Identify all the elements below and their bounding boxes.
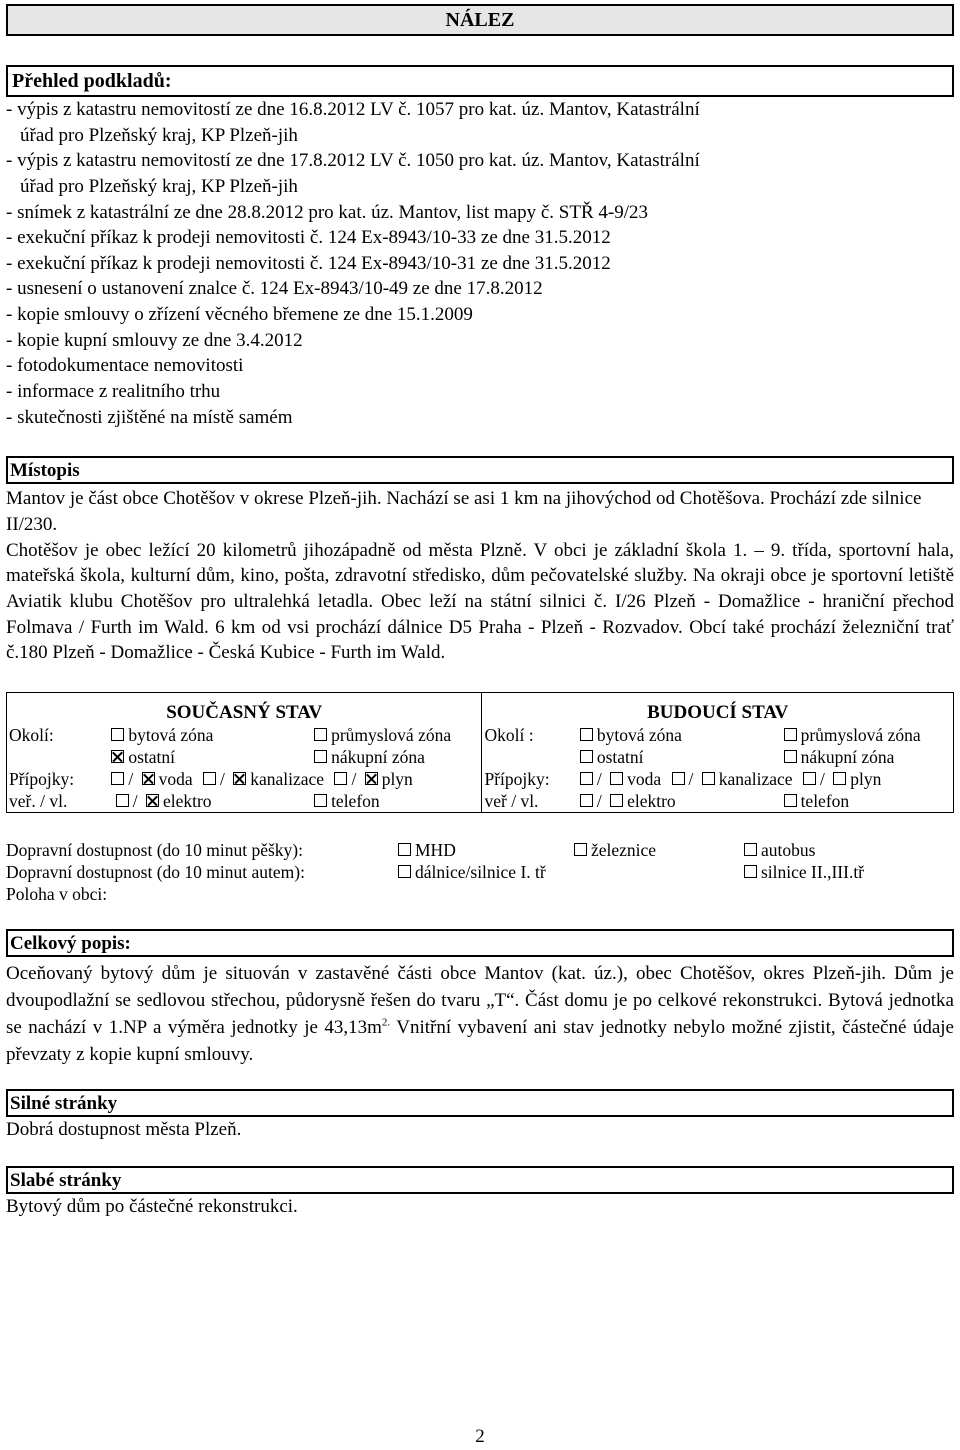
podklady-item [6,97,954,148]
podklady-item-text: - výpis z katastru nemovitostí ze dne 17.8.2012 LV č. 1050 pro kat. úz. Mantov, Katastrální [6,150,700,172]
state-table [6,692,954,813]
checkbox-icon [111,728,124,741]
option-nakupni-zona-future: nákupní zóna [800,746,895,767]
option-plyn: plyn [381,768,413,789]
option-elektro: elektro [162,790,212,811]
podklady-item-continuation: úřad pro Plzeňský kraj, KP Plzeň-jih [20,175,298,197]
option-kanalizace-future: kanalizace [718,768,793,789]
slabe-heading: Slabé stránky [6,1166,954,1194]
celkovy-heading: Celkový popis: [6,929,954,957]
podklady-item [6,225,954,251]
checked-checkbox-icon [365,772,378,785]
checkbox-icon [580,772,593,785]
podklady-item-text: - snímek z katastrální ze dne 28.8.2012 pro kat. úz. Mantov, list mapy č. STŘ 4-9/23 [6,201,649,223]
podklady-list [6,97,954,430]
checkbox-icon [702,772,715,785]
verejne-label: veř. / vl. [7,790,110,813]
mistopis-paragraph-2: Chotěšov je obec ležící 20 kilometrů jihozápadně od města Plzně. V obci je základní škola 1. – 9. třída, sportovní hala, mateřská škola, kulturní dům, kino, pošta, zdravotní středisko, dům pečovatelské služby. Na okraji obce je sportovní letiště Aviatik klubu Chotěšov pro ultralehká letadla. Obec leží na státní silnici č. I/26 Plzeň - Domažlice - hraniční přechod Folmava / Furth im Wald. 6 km od vsi prochází dálnice D5 Praha - Plzeň - Rozvadov. Obcí také prochází železniční trať č.180 Plzeň - Domažlice - Česká Kubice - Furth im Wald. [6,539,954,664]
checked-checkbox-icon [233,772,246,785]
podklady-item-text: - exekuční příkaz k prodeji nemovitosti č. 124 Ex-8943/10-33 ze dne 31.5.2012 [6,227,611,249]
podklady-item-text: - kopie kupní smlouvy ze dne 3.4.2012 [6,329,303,351]
poloha-label: Poloha v obci: [6,883,108,904]
option-silnice: silnice II.,III.tř [761,861,865,882]
verejne-label-future: veř / vl. [482,790,578,813]
option-prumyslova-zona-future: průmyslová zóna [800,724,921,745]
checkbox-icon [672,772,685,785]
current-state-heading: SOUČASNÝ STAV [7,692,482,724]
page [6,4,954,1220]
podklady-item-text: - fotodokumentace nemovitosti [6,355,244,377]
slash: / [688,768,694,789]
checkbox-icon [744,865,757,878]
podklady-item-text: - kopie smlouvy o zřízení věcného břemene ze dne 15.1.2009 [6,304,473,326]
mistopis-paragraph-1: Mantov je část obce Chotěšov v okrese Plzeň-jih. Nachází se asi 1 km na jihovýchod od Chotěšova. Prochází zde silnice II/230. [6,488,922,535]
future-state-heading: BUDOUCÍ STAV [482,692,954,724]
checkbox-icon [574,843,587,856]
option-voda-future: voda [627,768,662,789]
page-number: 2 [475,1426,485,1447]
checked-checkbox-icon [142,772,155,785]
podklady-heading: Přehled podkladů: [6,65,954,97]
podklady-item-continuation: úřad pro Plzeňský kraj, KP Plzeň-jih [20,124,298,146]
option-bytova-zona-future: bytová zóna [596,724,682,745]
podklady-item-text: - exekuční příkaz k prodeji nemovitosti č. 124 Ex-8943/10-31 ze dne 31.5.2012 [6,252,611,274]
slash: / [596,768,602,789]
option-voda: voda [158,768,193,789]
slash: / [128,768,134,789]
checkbox-icon [116,794,129,807]
checkbox-icon [784,750,797,763]
podklady-item [6,302,954,328]
checkbox-icon [784,794,797,807]
okoli-label: Okolí: [7,724,110,746]
checkbox-icon [203,772,216,785]
podklady-item-text: - skutečnosti zjištěné na místě samém [6,406,293,428]
checkbox-icon [744,843,757,856]
pripojky-label: Přípojky: [7,768,110,790]
option-zeleznice: železnice [591,839,657,860]
checkbox-icon [398,843,411,856]
pripojky-label-future: Přípojky: [482,768,578,790]
checkbox-icon [314,794,327,807]
celkovy-paragraph [6,961,954,1069]
podklady-item-text: - výpis z katastru nemovitostí ze dne 16.8.2012 LV č. 1057 pro kat. úz. Mantov, Katastrální [6,99,700,120]
slash: / [132,790,138,811]
podklady-item [6,148,954,199]
podklady-item [6,328,954,354]
celkovy-text-1: Oceňovaný bytový dům je situován v zastavěné části obce Mantov (kat. úz.), obec Chotěšov, okres Plzeň-jih. Dům je dvoupodlažní se sedlovou střechou, půdorysně řešen do tvaru „T“. Část domu je po celkové rekonstrukci. Bytová jednotka se nachází v 1.NP a výměra jednotky je 43,13m [6,962,954,1038]
checkbox-icon [833,772,846,785]
okoli-label-future: Okolí : [482,724,578,746]
podklady-item [6,353,954,379]
silne-text: Dobrá dostupnost města Plzeň. [6,1118,242,1140]
option-prumyslova-zona: průmyslová zóna [331,724,452,745]
dostupnost-section [6,839,954,905]
slash: / [596,790,602,811]
option-elektro-future: elektro [627,790,676,811]
dostupnost-pesky-label: Dopravní dostupnost (do 10 minut pěšky): [6,839,303,860]
option-bytova-zona: bytová zóna [128,724,214,745]
podklady-item-text: - informace z realitního trhu [6,381,221,403]
mistopis-heading: Místopis [6,456,954,484]
option-ostatni-future: ostatní [596,746,644,767]
checkbox-icon [334,772,347,785]
checkbox-icon [580,728,593,741]
option-mhd: MHD [415,839,456,860]
slash: / [819,768,825,789]
podklady-item [6,276,954,302]
page-title: NÁLEZ [6,4,954,36]
slabe-text: Bytový dům po částečné rekonstrukci. [6,1196,298,1218]
checked-checkbox-icon [146,794,159,807]
celkovy-text-2: Vnitřní vybavení ani stav jednotky nebylo možné zjistit, částečné údaje převzaty z kopie kupní smlouvy. [6,1016,954,1065]
option-dalnice: dálnice/silnice I. tř [415,861,546,882]
checkbox-icon [610,772,623,785]
podklady-item-text: - usnesení o ustanovení znalce č. 124 Ex-8943/10-49 ze dne 17.8.2012 [6,278,543,300]
checkbox-icon [580,794,593,807]
podklady-item [6,379,954,405]
checkbox-icon [610,794,623,807]
option-telefon-future: telefon [800,790,850,811]
slash: / [351,768,357,789]
checkbox-icon [111,772,124,785]
option-kanalizace: kanalizace [250,768,325,789]
checked-checkbox-icon [111,750,124,763]
dostupnost-autem-label: Dopravní dostupnost (do 10 minut autem): [6,861,305,882]
checkbox-icon [784,728,797,741]
checkbox-icon [398,865,411,878]
checkbox-icon [803,772,816,785]
slash: / [219,768,225,789]
option-nakupni-zona: nákupní zóna [331,746,425,767]
checkbox-icon [314,728,327,741]
option-plyn-future: plyn [850,768,882,789]
podklady-item [6,251,954,277]
silne-heading: Silné stránky [6,1089,954,1117]
option-autobus: autobus [761,839,816,860]
podklady-item [6,200,954,226]
podklady-item [6,405,954,431]
option-telefon: telefon [331,790,380,811]
option-ostatni: ostatní [128,746,175,767]
superscript: 2. [381,1016,391,1029]
checkbox-icon [314,750,327,763]
checkbox-icon [580,750,593,763]
